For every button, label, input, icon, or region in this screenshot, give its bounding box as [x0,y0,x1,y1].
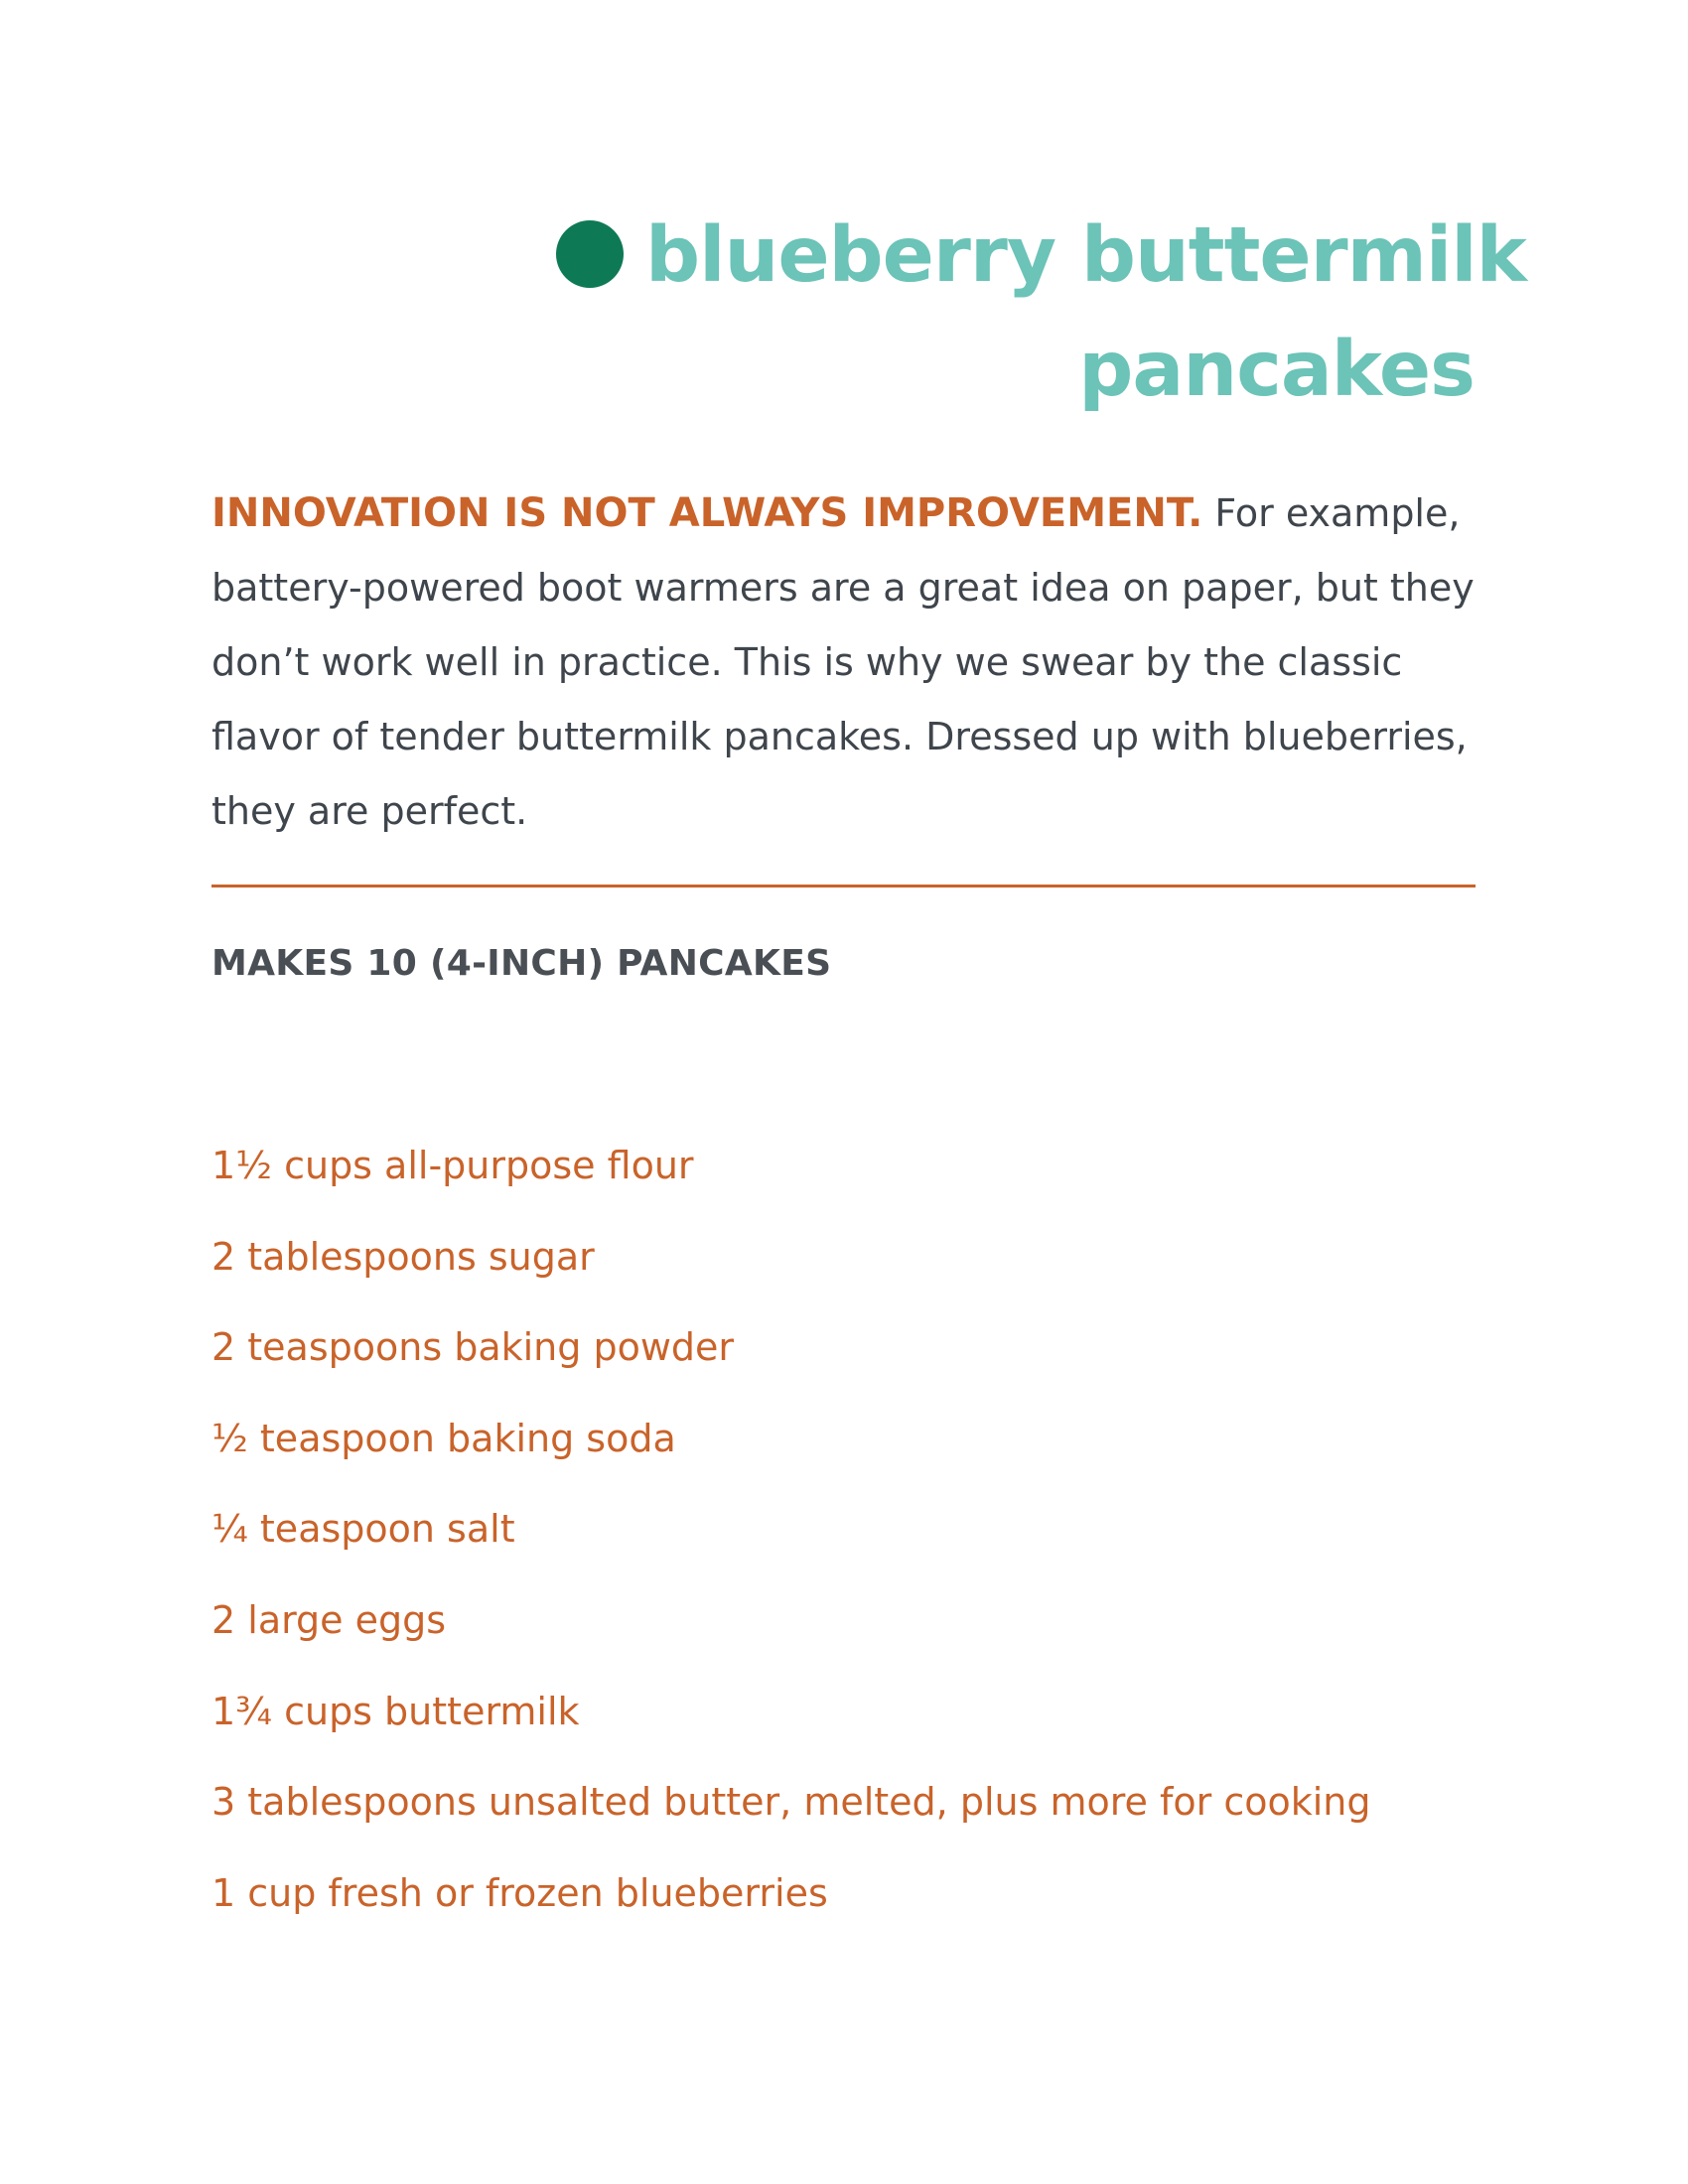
intro-lead: INNOVATION IS NOT ALWAYS IMPROVEMENT. [211,490,1203,536]
recipe-yield: MAKES 10 (4-INCH) PANCAKES [211,943,832,984]
ingredient-item: 2 large eggs [211,1597,447,1642]
ingredient-item: ¼ teaspoon salt [211,1507,515,1552]
ingredient-item: ½ teaspoon baking soda [211,1416,676,1460]
ingredient-item: 1½ cups all-purpose flour [211,1144,694,1187]
section-divider [211,885,1476,887]
ingredient-item: 2 teaspoons baking powder [211,1325,735,1370]
ingredient-item: 1 cup fresh or frozen blueberries [211,1870,828,1915]
ingredient-list [211,1120,1370,1938]
title-line-1 [556,199,1526,313]
title-line-2: pancakes [1078,326,1475,414]
ingredient-item: 2 tablespoons sugar [211,1234,595,1279]
recipe-title [556,199,1526,427]
ingredient-item: 1¾ cups buttermilk [211,1689,580,1733]
ingredient-item: 3 tablespoons unsalted butter, melted, plus more for cooking [211,1780,1371,1825]
intro-text: For example, battery-powered boot warmers are a great idea on paper, but they don’t work well in practice. This is why we swear by the classic flavor of tender buttermilk pancakes. Dressed up with blueberries, they are perfect. [211,491,1475,833]
title-text-1: blueberry buttermilk [645,211,1526,300]
circle-bullet-icon [556,220,624,288]
intro-paragraph [211,477,1487,849]
